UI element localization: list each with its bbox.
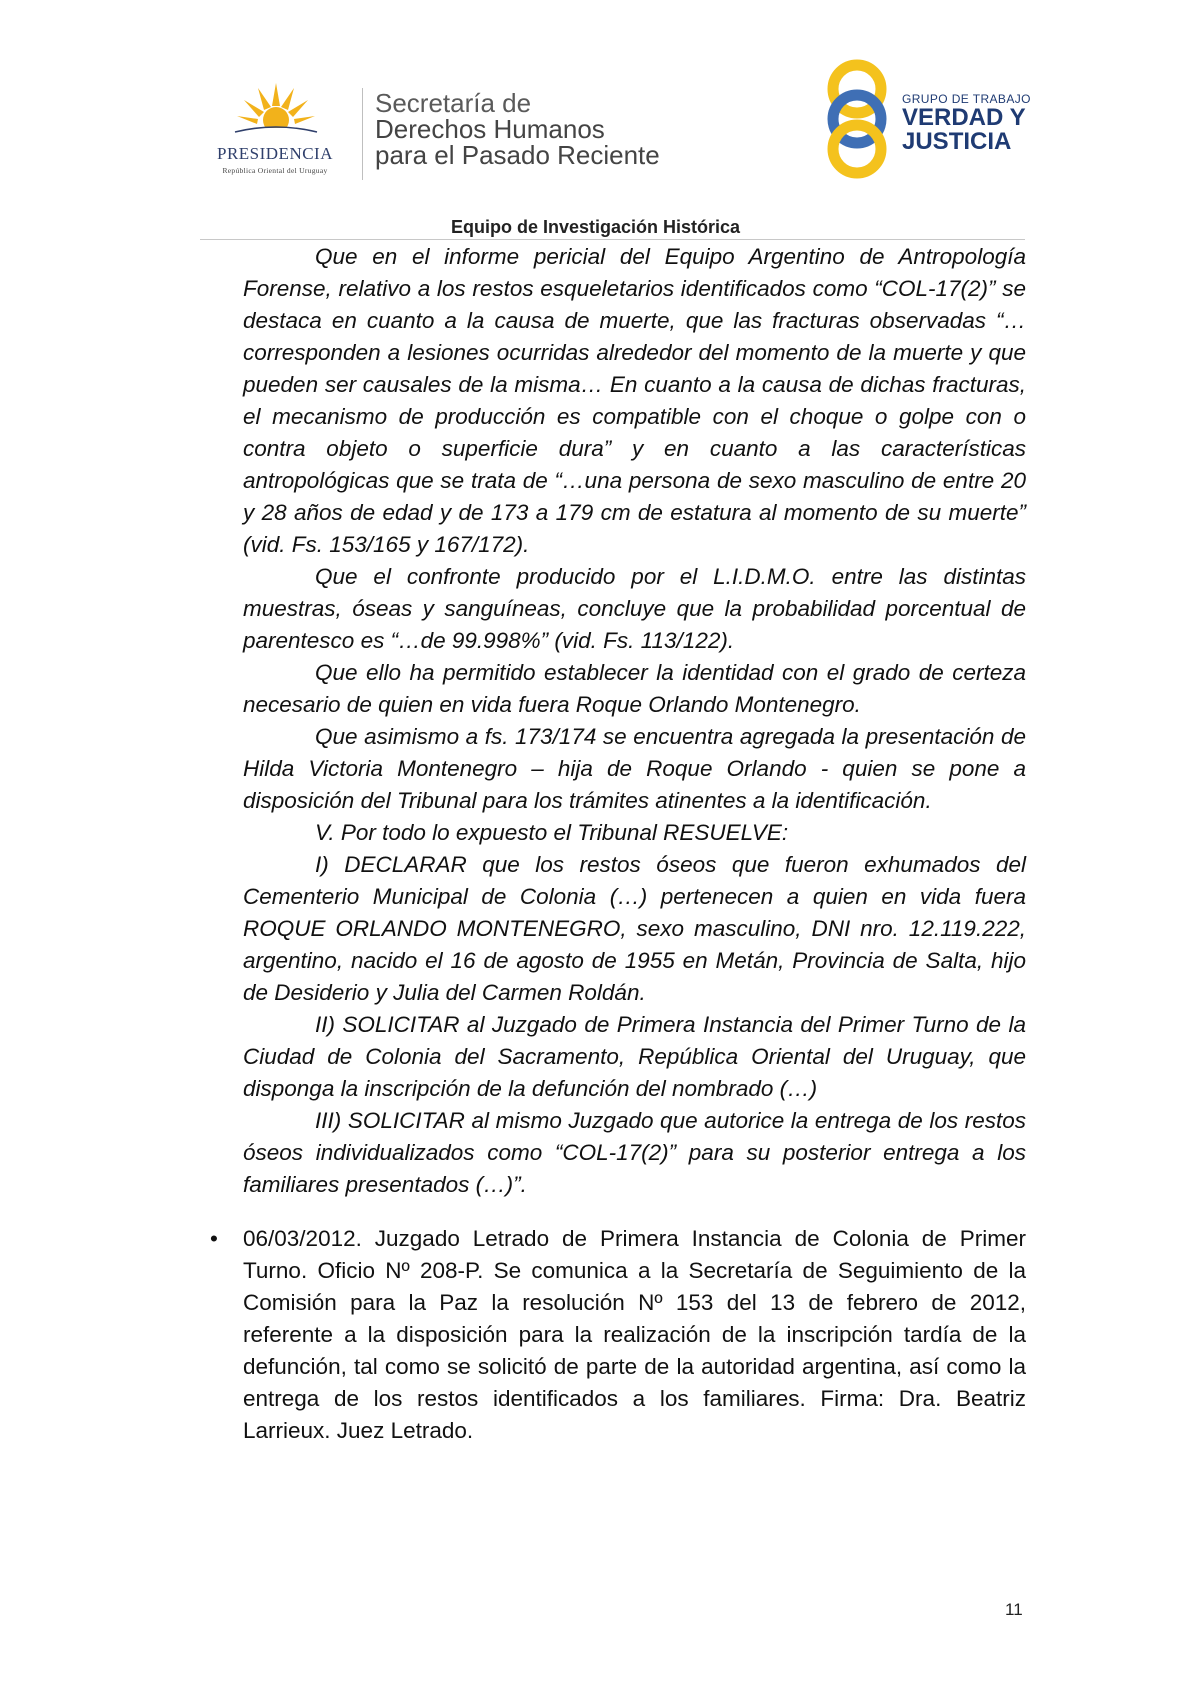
sun-emblem-icon [231, 78, 321, 140]
quote-paragraph: II) SOLICITAR al Juzgado de Primera Instancia del Primer Turno de la Ciudad de Colonia del Sacramento, República Oriental del Uruguay, que disponga la inscripción de la defunción del nombrado (…) [243, 1012, 1026, 1101]
bullet-icon: • [210, 1226, 218, 1251]
quote-paragraph: Que asimismo a fs. 173/174 se encuentra agregada la presentación de Hilda Victoria Montenegro – hija de Roque Orlando - quien se pone a disposición del Tribunal para los trámites atinentes a la identificación. [243, 724, 1026, 813]
quote-paragraph: Que ello ha permitido establecer la identidad con el grado de certeza necesario de quien en vida fuera Roque Orlando Montenegro. [243, 660, 1026, 717]
quote-paragraph: III) SOLICITAR al mismo Juzgado que autorice la entrega de los restos óseos individualizados como “COL-17(2)” para su posterior entrega a los familiares presentados (…)”. [243, 1108, 1026, 1197]
bullet-text: 06/03/2012. Juzgado Letrado de Primera Instancia de Colonia de Primer Turno. Oficio Nº 208-P. Se comunica a la Secretaría de Seguimiento de la Comisión para la Paz la resolución Nº 153 del 13 de febrero de 2012, referente a la disposición para la realización de la inscripción tardía de la defunción, tal como se solicitó de parte de la autoridad argentina, así como la entrega de los restos identificados a los familiares. Firma: Dra. Beatriz Larrieux. Juez Letrado. [243, 1226, 1026, 1443]
grupo-line1: GRUPO DE TRABAJO [902, 92, 1031, 106]
list-item [210, 1223, 1026, 1447]
team-title: Equipo de Investigación Histórica [450, 217, 741, 237]
quote-paragraph: I) DECLARAR que los restos óseos que fueron exhumados del Cementerio Municipal de Colonia (…) pertenecen a quien en vida fuera ROQUE ORLANDO MONTENEGRO, sexo masculino, DNI nro. 12.119.222, argentino, nacido el 16 de agosto de 1955 en Metán, Provincia de Salta, hijo de Desiderio y Julia del Carmen Roldán. [243, 852, 1026, 1005]
quote-paragraph: Que el confronte producido por el L.I.D.M.O. entre las distintas muestras, óseas y sanguíneas, concluye que la probabilidad porcentual de parentesco es “…de 99.998%” (vid. Fs. 113/122). [243, 564, 1026, 653]
page-header [0, 0, 1191, 237]
presidencia-logo [195, 78, 355, 188]
document-body [210, 241, 1026, 1447]
quoted-resolution [243, 241, 1026, 1201]
secretaria-line1: Secretaría de [375, 88, 532, 118]
secretaria-line3: para el Pasado Reciente [375, 140, 660, 170]
grupo-trabajo-logo [815, 55, 1045, 185]
presidencia-name: PRESIDENCIA [216, 144, 333, 163]
secretaria-title [375, 90, 660, 168]
header-rule [200, 239, 1025, 240]
bullet-list [210, 1223, 1026, 1447]
header-divider [362, 88, 363, 180]
linked-rings-icon [815, 55, 901, 183]
page-number: 11 [1005, 1600, 1023, 1619]
secretaria-line2: Derechos Humanos [375, 114, 605, 144]
presidencia-subtitle: República Oriental del Uruguay [222, 166, 328, 175]
quote-paragraph: Que en el informe pericial del Equipo Argentino de Antropología Forense, relativo a los restos esqueletarios identificados como “COL-17(2)” se destaca en cuanto a la causa de muerte, que las fracturas observadas “… corresponden a lesiones ocurridas alrededor del momento de la muerte y que pueden ser causales de la misma… En cuanto a la causa de dichas fracturas, el mecanismo de producción es compatible con el choque o golpe con o contra objeto o superficie dura” y en cuanto a las características antropológicas que se trata de “…una persona de sexo masculino de entre 20 y 28 años de edad y de 173 a 179 cm de estatura al momento de su muerte” (vid. Fs. 153/165 y 167/172). [243, 244, 1026, 557]
quote-paragraph: V. Por todo lo expuesto el Tribunal RESUELVE: [315, 820, 789, 845]
grupo-line3: JUSTICIA [902, 128, 1012, 155]
grupo-line2: VERDAD Y [902, 104, 1026, 131]
